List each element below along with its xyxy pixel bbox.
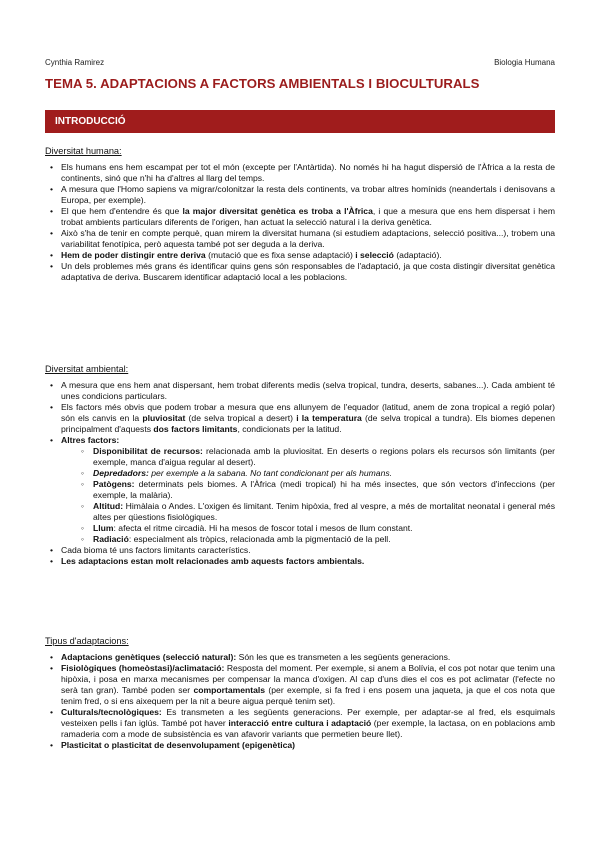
author-name: Cynthia Ramirez [45, 58, 105, 67]
list-item: • Hem de poder distingir entre deriva (mutació que es fixa sense adaptació) i selecció (adaptació). [45, 250, 555, 261]
page-header [45, 58, 555, 67]
list-item: • Altres factors: ◦ Disponibilitat de recursos: relacionada amb la pluviositat. En deserts o regions polars els recursos són limitants (per exemple, manca d'aigua regular al desert). ◦ Depredadors: per exemple a la sabana. No tant condicionant per als humans. ◦ Patògens: determinats pels biomes. A l'Àfrica (medi tropical) hi ha més insectes, que són vectors d'infeccions (per exemple, la malària). ◦ Altitud: Himàlaia o Andes. L'oxigen és limitant. Tenim hipòxia, fred al vespre, a més de mortalitat neonatal i general més altes per qüestions fisiològiques. ◦ Llum: afecta el ritme circadià. Hi ha mesos de foscor total i mesos de llum constant. ◦ Radiació: especialment als tròpics, relacionada amb la pigmentació de la pell. [45, 435, 555, 545]
list-item: • Un dels problemes més grans és identificar quins gens són responsables de l'adaptació, ja que costa distingir diversitat genètica adaptativa de deriva. Buscarem identificar adaptació local a les poblacions. [45, 261, 555, 283]
sub-item: ◦ Radiació: especialment als tròpics, relacionada amb la pigmentació de la pell. [77, 534, 555, 545]
section-band-introduccio: INTRODUCCIÓ [45, 110, 555, 133]
sub-item: ◦ Depredadors: per exemple a la sabana. No tant condicionant per als humans. [77, 468, 555, 479]
bullet-list [45, 380, 555, 567]
section-heading: Diversitat ambiental: [45, 364, 129, 374]
section-tipus-adaptacions [45, 636, 555, 751]
bullet-list [45, 162, 555, 283]
list-item: • Fisiològiques (homeòstasi)/aclimatació: Resposta del moment. Per exemple, si anem a Bolívia, el cos pot notar que tenim una hipòxia, i posa en marxa mecanismes per compensar la manca d'oxigen. Al cap d'uns dies el cos es pot aclimatar (l'efecte no serà tan gran). També poden ser comportamentals (per exemple, si fa fred i ens posem una jaqueta, ja que el cos nota que tenim fred, o si ens aixequem per la nit a beure aigua perquè tenim set). [45, 663, 555, 707]
section-heading: Tipus d'adaptacions: [45, 636, 129, 646]
sub-item: ◦ Llum: afecta el ritme circadià. Hi ha mesos de foscor total i mesos de llum constant. [77, 523, 555, 534]
bullet-list [45, 652, 555, 751]
list-item: • Els humans ens hem escampat per tot el món (excepte per l'Antàrtida). No només hi ha hagut dispersió de l'Àfrica a la resta de continents, sinó que n'hi ha d'altres al llarg del temps. [45, 162, 555, 184]
sub-list [77, 446, 555, 545]
list-item: • Culturals/tecnològiques: Es transmeten a les següents generacions. Per exemple, per adaptar-se al fred, els esquimals vesteixen pells i fan iglús. També pot haver interacció entre cultura i adaptació (per exemple, la lactasa, on en poblacions amb ramaderia com a mode de subsistència es van afavorir variants que permetien beure llet). [45, 707, 555, 740]
list-item: • Cada bioma té uns factors limitants característics. [45, 545, 555, 556]
list-item: • Les adaptacions estan molt relacionades amb aquests factors ambientals. [45, 556, 555, 567]
sub-item: ◦ Altitud: Himàlaia o Andes. L'oxigen és limitant. Tenim hipòxia, fred al vespre, a més de mortalitat neonatal i general més altes per qüestions fisiològiques. [77, 501, 555, 523]
sub-item: ◦ Disponibilitat de recursos: relacionada amb la pluviositat. En deserts o regions polars els recursos són limitants (per exemple, manca d'aigua regular al desert). [77, 446, 555, 468]
list-item: • Els factors més obvis que podem trobar a mesura que ens allunyem de l'equador (latitud, anem de zona tropical a regió polar) són els canvis en la pluviositat (de selva tropical a desert) i la temperatura (de selva tropical a tundra). Els biomes depenen principalment d'aquests dos factors limitants, condicionats per la latitud. [45, 402, 555, 435]
section-heading: Diversitat humana: [45, 146, 122, 156]
list-item: • Plasticitat o plasticitat de desenvolupament (epigenètica) [45, 740, 555, 751]
sub-item: ◦ Patògens: determinats pels biomes. A l'Àfrica (medi tropical) hi ha més insectes, que són vectors d'infeccions (per exemple, la malària). [77, 479, 555, 501]
list-item: • El que hem d'entendre és que la major diversitat genètica es troba a l'Àfrica, i que a mesura que ens hem dispersat i hem trobat ambients particulars diferents de l'origen, han actuat la selecció natural i la deriva genètica. [45, 206, 555, 228]
section-diversitat-humana [45, 146, 555, 283]
list-item: • A mesura que ens hem anat dispersant, hem trobat diferents medis (selva tropical, tundra, deserts, sabanes...). Cada ambient té unes condicions particulars. [45, 380, 555, 402]
list-item: • Adaptacions genètiques (selecció natural): Són les que es transmeten a les següents generacions. [45, 652, 555, 663]
list-item: • A mesura que l'Homo sapiens va migrar/colonitzar la resta dels continents, va trobar altres homínids (neandertals i denisovans a Europa, per exemple). [45, 184, 555, 206]
section-diversitat-ambiental [45, 364, 555, 567]
document-title: TEMA 5. ADAPTACIONS A FACTORS AMBIENTALS I BIOCULTURALS [45, 76, 480, 91]
list-item: • Això s'ha de tenir en compte perquè, quan mirem la diversitat humana (si estudiem adaptacions, selecció positiva...), trobem una variabilitat fenotípica, però aquesta també pot ser deguda a la deriva. [45, 228, 555, 250]
subject-name: Biologia Humana [494, 58, 555, 67]
